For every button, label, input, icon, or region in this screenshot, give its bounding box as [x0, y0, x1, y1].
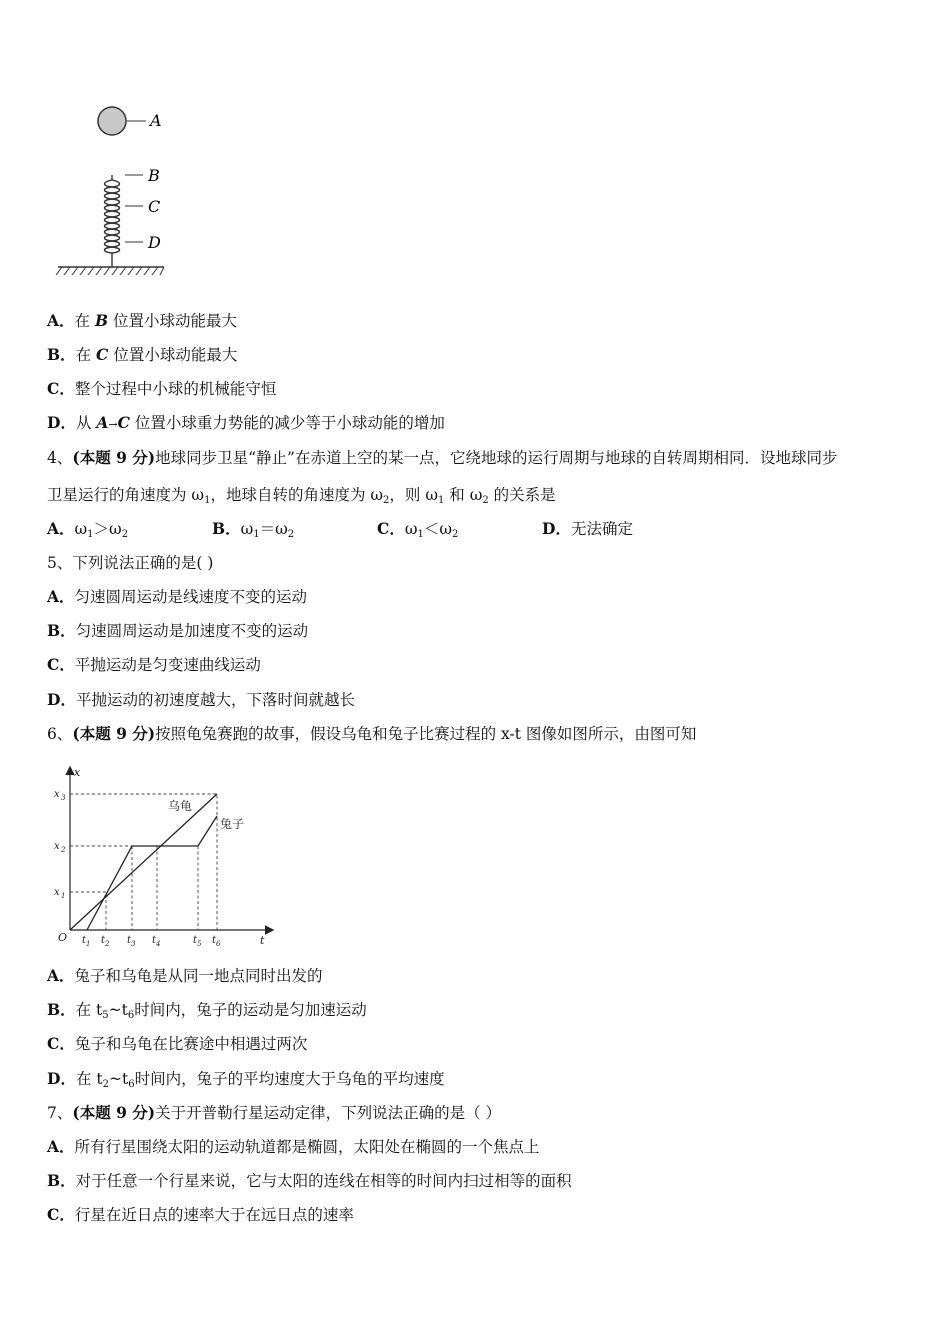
q4-option-c[interactable]: C．$\omega_1<\omega_2$	[377, 519, 459, 540]
ground	[56, 267, 164, 275]
t-tick-sub-t6: 6	[216, 940, 221, 947]
t-axis-label: t	[260, 934, 265, 947]
q7-stem: 7、(本题 9 分)关于开普勒行星运动定律，下列说法正确的是（ ）	[47, 1103, 502, 1122]
series-tortoise	[70, 794, 217, 930]
ball	[98, 107, 126, 135]
q4-option-b[interactable]: B．$\omega_1=\omega_2$	[212, 519, 295, 540]
y-tick-sub-x1: 1	[61, 892, 66, 900]
t-tick-t6: t	[212, 935, 217, 946]
label-tortoise: 乌龟	[168, 799, 193, 813]
label-c: C	[148, 197, 161, 216]
t-tick-sub-t1: 1	[86, 940, 91, 947]
q5-option-b[interactable]: B．匀速圆周运动是加速度不变的运动	[47, 621, 309, 640]
t-tick-t4: t	[152, 935, 157, 946]
y-tick-x3: x	[54, 789, 60, 800]
q5-option-a[interactable]: A．匀速圆周运动是线速度不变的运动	[47, 587, 308, 606]
q3-option-c[interactable]: C．整个过程中小球的机械能守恒	[47, 379, 277, 398]
spring	[105, 175, 120, 267]
q3-option-d[interactable]: D．从 A→C 位置小球重力势能的减少等于小球动能的增加	[47, 413, 445, 432]
y-tick-x1: x	[54, 887, 60, 898]
label-rabbit: 兔子	[220, 817, 245, 831]
q6-option-c[interactable]: C．兔子和乌龟在比赛途中相遇过两次	[47, 1034, 308, 1053]
q3-option-b[interactable]: B．在 C 位置小球动能最大	[47, 345, 238, 364]
q7-option-b[interactable]: B．对于任意一个行星来说，它与太阳的连线在相等的时间内扫过相等的面积	[47, 1171, 572, 1190]
t-tick-sub-t4: 4	[156, 940, 161, 947]
q6-stem: 6、(本题 9 分)按照龟兔赛跑的故事，假设乌龟和兔子比赛过程的 x-t 图像如图所示，由图可知	[47, 724, 697, 743]
t-tick-t5: t	[193, 935, 198, 946]
spring-ball-figure	[50, 95, 180, 280]
t-tick-t2: t	[101, 935, 106, 946]
x-axis-label: x	[74, 766, 81, 779]
y-tick-x2: x	[54, 841, 60, 852]
q4-stem-line1: 4、(本题 9 分)地球同步卫星“静止”在赤道上空的某一点，它绕地球的运行周期与地球的自转周期相同．设地球同步	[47, 448, 838, 467]
q7-option-c[interactable]: C．行星在近日点的速率大于在远日点的速率	[47, 1205, 354, 1224]
t-tick-sub-t5: 5	[197, 940, 202, 947]
q6-option-d[interactable]: D．在 $t_2\sim t_6$时间内，兔子的平均速度大于乌龟的平均速度	[47, 1069, 445, 1090]
q6-option-b[interactable]: B．在 $t_5\sim t_6$时间内，兔子的运动是匀加速运动	[47, 1000, 367, 1021]
t-tick-sub-t3: 3	[131, 940, 136, 947]
q3-option-a[interactable]: A．在 B 位置小球动能最大	[47, 311, 238, 330]
q4-option-a[interactable]: A．$\omega_1>\omega_2$	[47, 519, 129, 540]
q4-option-d[interactable]: D．无法确定	[542, 519, 633, 538]
q5-option-d[interactable]: D．平抛运动的初速度越大，下落时间就越长	[47, 690, 355, 709]
y-tick-sub-x3: 3	[61, 794, 66, 802]
q7-option-a[interactable]: A．所有行星围绕太阳的运动轨道都是椭圆，太阳处在椭圆的一个焦点上	[47, 1137, 540, 1156]
xt-chart	[50, 762, 280, 947]
series-rabbit	[87, 816, 217, 930]
q4-stem-line2: 卫星运行的角速度为 $\omega_1$，地球自转的角速度为 $\omega_2$，则 $\omega_1$ 和 $\omega_2$ 的关系是	[47, 486, 556, 506]
q5-option-c[interactable]: C．平抛运动是匀变速曲线运动	[47, 655, 261, 674]
origin-label: O	[58, 931, 68, 944]
t-tick-t1: t	[82, 935, 87, 946]
q5-stem: 5、下列说法正确的是( )	[47, 554, 214, 572]
t-tick-sub-t2: 2	[105, 940, 110, 947]
label-d: D	[148, 233, 161, 252]
label-a: A	[150, 111, 162, 130]
y-tick-sub-x2: 2	[61, 846, 66, 854]
label-b: B	[148, 166, 160, 185]
q6-option-a[interactable]: A．兔子和乌龟是从同一地点同时出发的	[47, 966, 323, 985]
t-tick-t3: t	[127, 935, 132, 946]
